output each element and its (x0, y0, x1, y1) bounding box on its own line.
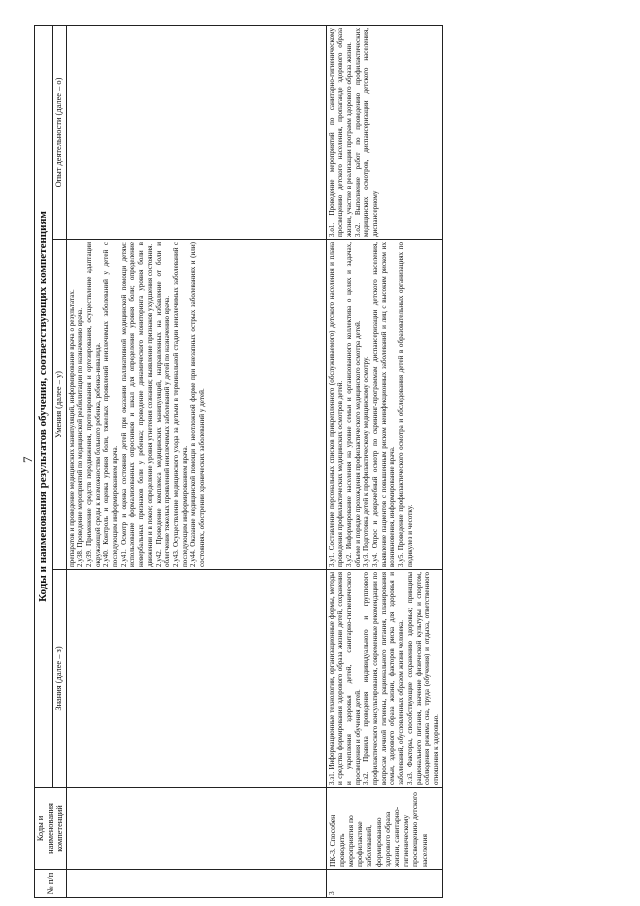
table-header-row (35, 26, 53, 898)
experience-item: 3.о1. Проведение мероприятий по санитарно-гигиеническому просвещению детского населения, пропаганде здорового образа жизни, участие в реализации программ здорового образа жизни. (327, 28, 353, 237)
skill-item: препаратов и проведение медицинских манипуляций, информирование врача о результатах. (67, 289, 76, 567)
header-experience: Опыт деятельности (далее – о) (52, 26, 66, 240)
header-competency: Коды и наименования компетенций (35, 788, 67, 870)
skill-item: 2.у42. Проведение комплекса медицинских манипуляций, направленных на избавление от боли и облегчение тяжелых проявлений неизлечимых заболеваний у детей по назначению врача. (154, 242, 172, 567)
skill-item: 3.у5. Проведение профилактического осмотра и обследования детей в образовательных организациях по педикулез и чесотку. (397, 242, 414, 567)
table-row (66, 26, 326, 898)
table-row (326, 26, 442, 898)
skill-item: 2.у38. Проведение мероприятий по медицинской реабилитации по назначению врача. (76, 307, 85, 567)
skill-item: 3.у3. Подготовка детей к профилактическому медицинскому осмотру. (362, 356, 371, 567)
header-results-group: Коды и наименования результатов обучения, соответствующих компетенциям (35, 26, 53, 788)
row1-skills-cell (66, 240, 326, 570)
row2-experience-cell (326, 26, 442, 240)
skill-item: 2.у39. Применение средств передвижения, протезирования и ортезирования, осуществление адаптации окружающей среды к возможностям больного ребенка, ребенка-инвалида. (84, 242, 102, 567)
row2-num-cell: 3 (326, 870, 442, 898)
row1-experience-cell (66, 26, 326, 240)
header-skills: Умения (далее – у) (52, 240, 66, 570)
skill-item: 3.у2. Информирование населения на уровне семьи и организованного коллектива о целях и задачах, объеме и порядке прохождения профилактического медицинского осмотра детей. (344, 242, 362, 567)
row2-skills-cell (326, 240, 442, 570)
competency-table (34, 25, 443, 898)
row2-knowledge-cell (326, 570, 442, 788)
page-number: 7 (20, 456, 35, 463)
skill-item: 2.у41. Осмотр и оценка состояния детей при оказании паллиативной медицинской помощи детям: использование формализованных опросников и шкал для определения уровня боли; определение невербальных признаков боли у ребенка; проведение динамического мониторинга уровня боли в движении и в покое; определение уровня угнетения сознания; выявление признаков ухудшения состояния. (119, 242, 154, 567)
row2-competency-cell: ПК-3. Способен проводить мероприятия по профилактике заболеваний, формированию здорового образа жизни, санитарно-гигиеническому просвещению детского населения (326, 788, 442, 870)
row1-competency-cell (66, 788, 326, 870)
skill-item: 3.у1. Составление персональных списков прикрепленного (обслуживаемого) детского населения и плана проведения профилактических медицинских осмотров детей. (327, 242, 345, 567)
row1-knowledge-cell (66, 570, 326, 788)
skill-item: 2.у44. Оказание медицинской помощи в неотложной форме при внезапных острых заболеваниях и (или) состояниях, обострении хронических заболеваний у детей. (189, 242, 207, 567)
row1-num-cell (66, 870, 326, 898)
experience-item: 3.о2. Выполнение работ по проведению профилактических медицинских осмотров, диспансеризации детского населения, диспансерному (353, 28, 380, 237)
knowledge-item: 3.з2. Правила проведения индивидуального и группового профилактического консультирования, современные рекомендации по вопросам личной гигиены, рационального питания, планирования семьи, здорового образа жизни, факторов риска для здоровья и заболеваний, обусловленных образом жизни человека. (362, 572, 406, 785)
skill-item: 2.у40. Контроль и оценка уровня боли, тяжелых проявлений неизлечимых заболеваний у детей с последующим информированием врача. (102, 242, 120, 567)
skill-item: 3.у4. Опрос и доврачебный осмотр по скрининг-программам диспансеризации детского населения, выявление пациентов с повышенным риском неинфекционных заболеваний и лиц с высоким риском их возникновения, информирование врача. (371, 242, 397, 567)
knowledge-item: 3.з1. Информационные технологии, организационные формы, методы и средства формирования здорового образа жизни детей, сохранения и укрепления здоровья детей, санитарно-гигиенического просвещения и обучения детей. (327, 572, 362, 785)
header-num: № п/п (35, 870, 67, 898)
table-subheader-row (52, 26, 66, 898)
header-knowledge: Знания (далее – з) (52, 570, 66, 788)
skill-item: 2.у43. Осуществление медицинского ухода за детьми в терминальной стадии неизлечимых заболеваний с последующим информированием врача. (171, 242, 189, 567)
knowledge-item: 3.з3. Факторы, способствующие сохранению здоровья; принципы рационального питания, значение физической культуры и спортом, соблюдения режима сна, труда (обучения) и отдыха, ответственного отношения к здоровью. (405, 572, 440, 785)
